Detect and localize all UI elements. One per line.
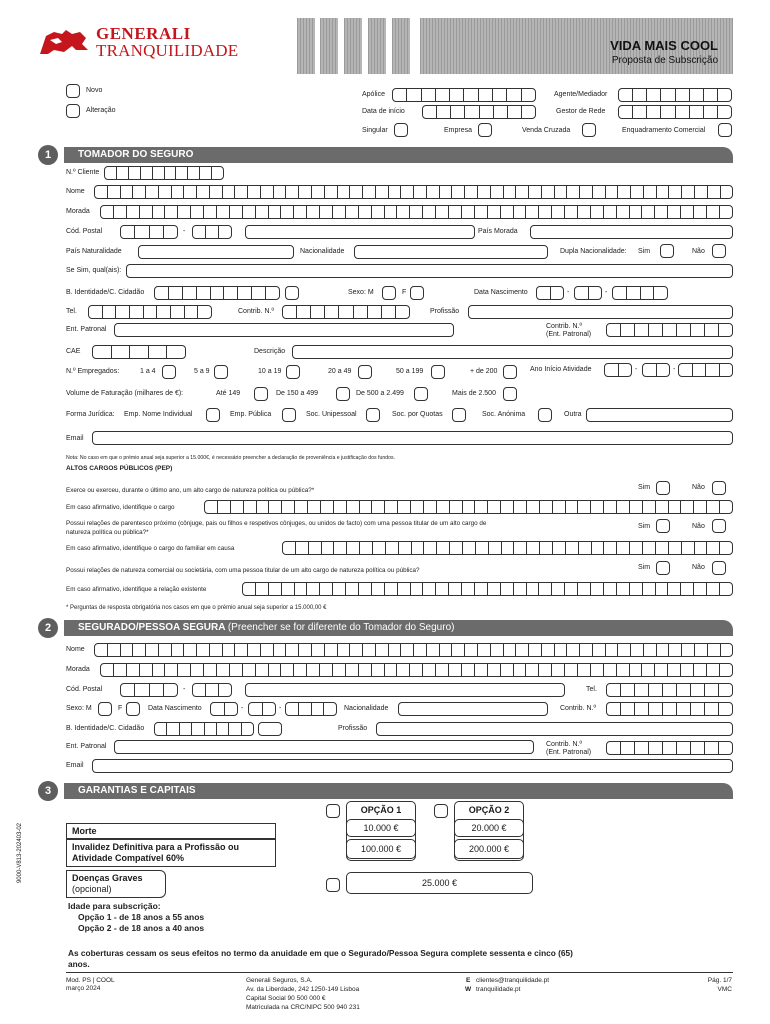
- footer-web[interactable]: tranquilidade.pt: [476, 986, 521, 993]
- apolice-label: Apólice: [362, 91, 385, 98]
- ano-inicio-year[interactable]: [678, 363, 733, 377]
- contrib-field[interactable]: [606, 702, 733, 716]
- empresa-checkbox[interactable]: [478, 123, 492, 137]
- coverage-invalidez: [66, 839, 276, 867]
- cod-postal-ext-field[interactable]: [192, 225, 232, 239]
- dupla-sim-label: Sim: [638, 248, 651, 255]
- pep-q3a-field[interactable]: [242, 582, 733, 596]
- dash: -: [635, 366, 638, 373]
- idade-title: Idade para subscrição:: [68, 901, 161, 911]
- footer-w-label: W: [465, 986, 472, 993]
- pep-q2-nao-checkbox[interactable]: [712, 519, 726, 533]
- footer-address: Av. da Liberdade, 242 1250-149 Lisboa: [246, 986, 360, 993]
- contrib-ent-field[interactable]: [606, 323, 733, 337]
- vol-opt-label: De 500 a 2.499: [356, 390, 404, 397]
- contrib-label: Contrib. N.º: [238, 308, 275, 315]
- ent-patronal-label: Ent. Patronal: [66, 326, 107, 333]
- pep-q2a-field[interactable]: [282, 541, 733, 555]
- vol-opt-label: Mais de 2.500: [452, 390, 496, 397]
- ent-patronal-field[interactable]: [114, 323, 454, 337]
- footer-page: Pág. 1/7: [707, 977, 732, 984]
- decor-stripe: [297, 18, 315, 74]
- novo-checkbox[interactable]: [66, 84, 80, 98]
- contrib-label: Contrib. N.º: [560, 705, 597, 712]
- emp-opt-label: 50 a 199: [396, 368, 424, 375]
- bi-field[interactable]: [154, 722, 254, 736]
- ano-inicio-label: Ano Início Atividade: [530, 366, 592, 373]
- data-nasc-year[interactable]: [285, 702, 337, 716]
- localidade-field[interactable]: [245, 683, 565, 697]
- morte-opcao2: 20.000 €: [454, 819, 524, 837]
- email-label: Email: [66, 435, 84, 442]
- data-nasc-label: Data Nascimento: [148, 705, 202, 712]
- n-empregados-label: N.º Empregados:: [66, 368, 120, 375]
- emp-opt-label: 20 a 49: [328, 368, 352, 375]
- pep-q3-nao-checkbox[interactable]: [712, 561, 726, 575]
- forma-opt-label: Soc. por Quotas: [392, 411, 443, 418]
- sexo-label: Sexo: M: [66, 705, 92, 712]
- volume-label: Volume de Faturação (milhares de €):: [66, 390, 184, 397]
- opcao1-label: OPÇÃO 1: [360, 805, 402, 815]
- vol-opt-checkbox[interactable]: [503, 387, 517, 401]
- pep-q1: Exerce ou exerceu, durante o último ano, um alto cargo de natureza política ou pública?*: [66, 487, 315, 494]
- opcao2-label: OPÇÃO 2: [468, 805, 510, 815]
- logo-line2: TRANQUILIDADE: [96, 41, 239, 60]
- form-code: 9000-V813-202403-02: [17, 822, 23, 884]
- pep-q1-nao-checkbox[interactable]: [712, 481, 726, 495]
- emp-opt-checkbox[interactable]: [214, 365, 228, 379]
- emp-opt-checkbox[interactable]: [286, 365, 300, 379]
- ent-patronal-field[interactable]: [114, 740, 534, 754]
- dupla-nao-checkbox[interactable]: [712, 244, 726, 258]
- profissao-label: Profissão: [430, 308, 460, 315]
- se-sim-label: Se Sim, qual(ais):: [66, 267, 122, 274]
- descricao-field[interactable]: [292, 345, 733, 359]
- section-title: GARANTIAS E CAPITAIS: [78, 785, 196, 796]
- agente-field[interactable]: [618, 88, 732, 102]
- sexo-f-checkbox[interactable]: [126, 702, 140, 716]
- cod-postal-label: Cód. Postal: [66, 228, 103, 235]
- dash: -: [241, 705, 244, 712]
- email-label: Email: [66, 762, 84, 769]
- data-nasc-day[interactable]: [210, 702, 238, 716]
- footer-e-label: E: [466, 977, 471, 984]
- dupla-label: Dupla Nacionalidade:: [560, 248, 627, 255]
- cae-label: CAE: [66, 348, 81, 355]
- pep-q1a: Em caso afirmativo, identifique o cargo: [66, 504, 175, 511]
- opcao2-checkbox[interactable]: [434, 804, 448, 818]
- decor-stripe: [320, 18, 338, 74]
- pep-q2-sim-checkbox[interactable]: [656, 519, 670, 533]
- section-title: TOMADOR DO SEGURO: [78, 149, 194, 160]
- vol-opt-checkbox[interactable]: [336, 387, 350, 401]
- pais-morada-label: País Morada: [478, 228, 518, 235]
- section-number: 2: [38, 618, 58, 638]
- enquadramento-label: Enquadramento Comercial: [622, 127, 706, 134]
- nacionalidade-field[interactable]: [354, 245, 548, 259]
- dupla-sim-checkbox[interactable]: [660, 244, 674, 258]
- contrib-ent-label: Contrib. N.º: [546, 323, 583, 330]
- pais-naturalidade-field[interactable]: [138, 245, 294, 259]
- contrib-field[interactable]: [282, 305, 410, 319]
- morada-field[interactable]: [100, 663, 733, 677]
- bi-check-digit[interactable]: [258, 722, 282, 736]
- coberturas-text: As coberturas cessam os seus efeitos no termo da anuidade em que o Segurado/Pessoa Segura complete sessenta e cinco (65): [68, 948, 573, 958]
- bi-label: B. Identidade/C. Cidadão: [66, 725, 145, 732]
- profissao-label: Profissão: [338, 725, 368, 732]
- coberturas-text-end: anos.: [68, 959, 90, 969]
- agente-label: Agente/Mediador: [554, 91, 608, 98]
- nota-text: Nota: No caso em que o prémio anual seja superior a 15.000€, é necessário preencher a declaração de proveniência e justificação dos fundos.: [66, 455, 396, 461]
- singular-checkbox[interactable]: [394, 123, 408, 137]
- dupla-nao-label: Não: [692, 248, 705, 255]
- doencas-label: Doenças Graves: [72, 873, 143, 883]
- vol-opt-label: Até 149: [216, 390, 241, 397]
- morada-label: Morada: [66, 666, 90, 673]
- decor-stripe: [344, 18, 362, 74]
- forma-opt-checkbox[interactable]: [452, 408, 466, 422]
- emp-opt-checkbox[interactable]: [358, 365, 372, 379]
- emp-opt-label: + de 200: [470, 368, 498, 375]
- pep-q2: Possui relações de parentesco próximo (cônjuge, pais ou filhos e respetivos cônjuges, ou unidos de facto) com uma pessoa titular de um alto cargo de: [66, 520, 487, 527]
- section-title: SEGURADO/PESSOA SEGURA: [78, 622, 226, 633]
- invalidez-opcao1: 100.000 €: [346, 839, 416, 859]
- section-number: 3: [38, 781, 58, 801]
- localidade-field[interactable]: [245, 225, 475, 239]
- email-field[interactable]: [92, 431, 733, 445]
- forma-opt-checkbox[interactable]: [366, 408, 380, 422]
- forma-opt-label: Soc. Unipessoal: [306, 411, 357, 418]
- footer-vmc: VMC: [717, 986, 732, 993]
- emp-opt-checkbox[interactable]: [431, 365, 445, 379]
- pep-q1-sim-label: Sim: [638, 484, 651, 491]
- bi-check-digit[interactable]: [285, 286, 299, 300]
- decor-stripe: [392, 18, 410, 74]
- pep-q2-sim-label: Sim: [638, 523, 651, 530]
- se-sim-field[interactable]: [126, 264, 733, 278]
- dash: -: [279, 705, 282, 712]
- pep-q2-nao-label: Não: [692, 523, 705, 530]
- doencas-value: 25.000 €: [346, 872, 533, 894]
- pep-q2a: Em caso afirmativo, identifique o cargo do familiar em causa: [66, 545, 235, 552]
- nome-field[interactable]: [94, 643, 733, 657]
- cod-postal-field[interactable]: [120, 683, 178, 697]
- tel-label: Tel.: [586, 686, 597, 693]
- decor-stripe: [368, 18, 386, 74]
- morte-label: Morte: [72, 826, 97, 836]
- pep-title: ALTOS CARGOS PÚBLICOS (PEP): [66, 465, 173, 472]
- invalidez-line2: Atividade Compatível 60%: [72, 853, 185, 863]
- tel-label: Tel.: [66, 308, 77, 315]
- dash: -: [673, 366, 676, 373]
- footer-company: Generali Seguros, S.A.: [246, 977, 313, 984]
- ano-inicio-day[interactable]: [604, 363, 632, 377]
- data-nasc-month[interactable]: [248, 702, 276, 716]
- footnote: * Perguntas de resposta obrigatória nos casos em que o prémio anual seja superior a 15.000,00 €: [66, 605, 327, 611]
- morada-label: Morada: [66, 208, 90, 215]
- enquadramento-checkbox[interactable]: [718, 123, 732, 137]
- alteracao-label: Alteração: [86, 107, 116, 114]
- forma-label: Forma Jurídica:: [66, 411, 115, 418]
- dash: -: [567, 289, 570, 296]
- dash: -: [183, 686, 186, 693]
- dash: -: [605, 289, 608, 296]
- gestor-label: Gestor de Rede: [556, 108, 606, 115]
- cod-postal-field[interactable]: [120, 225, 178, 239]
- nacionalidade-label: Nacionalidade: [344, 705, 389, 712]
- pep-q1a-field[interactable]: [204, 500, 733, 514]
- nome-label: Nome: [66, 188, 85, 195]
- cod-postal-label: Cód. Postal: [66, 686, 103, 693]
- idade-opcao2: Opção 2 - de 18 anos a 40 anos: [78, 923, 205, 933]
- cae-field[interactable]: [92, 345, 186, 359]
- sexo-f-checkbox[interactable]: [410, 286, 424, 300]
- contrib-ent-field[interactable]: [606, 741, 733, 755]
- dash: -: [183, 228, 186, 235]
- forma-opt-checkbox[interactable]: [538, 408, 552, 422]
- n-cliente-label: N.º Cliente: [66, 169, 100, 176]
- pep-q1-sim-checkbox[interactable]: [656, 481, 670, 495]
- invalidez-line1: Invalidez Definitiva para a Profissão ou: [72, 842, 240, 852]
- pais-morada-field[interactable]: [530, 225, 733, 239]
- sexo-f-label: F: [402, 289, 407, 296]
- footer-capital: Capital Social 90 500 000 €: [246, 995, 326, 1002]
- section-subtitle: (Preencher se for diferente do Tomador do Seguro): [227, 622, 455, 633]
- data-inicio-field[interactable]: [422, 105, 536, 119]
- forma-opt-label: Soc. Anónima: [482, 411, 526, 418]
- footer-email[interactable]: clientes@tranquilidade.pt: [476, 977, 550, 984]
- sexo-label: Sexo: M: [348, 289, 374, 296]
- alteracao-checkbox[interactable]: [66, 104, 80, 118]
- brand-logo: [36, 24, 239, 64]
- nome-field[interactable]: [94, 185, 733, 199]
- contrib-ent-label: Contrib. N.º: [546, 741, 583, 748]
- forma-opt-label: Emp. Nome Individual: [124, 411, 193, 418]
- data-nasc-year[interactable]: [612, 286, 668, 300]
- coverage-doencas: [66, 870, 166, 898]
- venda-cruzada-label: Venda Cruzada: [522, 127, 571, 134]
- forma-opt-label: Emp. Pública: [230, 411, 272, 418]
- bi-label: B. Identidade/C. Cidadão: [66, 289, 145, 296]
- profissao-field[interactable]: [376, 722, 733, 736]
- empresa-label: Empresa: [444, 127, 473, 134]
- bi-field[interactable]: [154, 286, 280, 300]
- nome-label: Nome: [66, 646, 85, 653]
- emp-opt-checkbox[interactable]: [503, 365, 517, 379]
- idade-opcao1: Opção 1 - de 18 anos a 55 anos: [78, 912, 205, 922]
- morada-field[interactable]: [100, 205, 733, 219]
- descricao-label: Descrição: [254, 348, 286, 355]
- data-inicio-label: Data de início: [362, 108, 405, 115]
- apolice-field[interactable]: [392, 88, 536, 102]
- novo-label: Novo: [86, 87, 103, 94]
- sexo-m-checkbox[interactable]: [382, 286, 396, 300]
- logo-line1: GENERALI: [96, 24, 191, 43]
- ano-inicio-month[interactable]: [642, 363, 670, 377]
- coverage-morte: [66, 823, 276, 839]
- section-header: [64, 147, 733, 163]
- emp-opt-label: 1 a 4: [140, 368, 156, 375]
- footer-matric: Matriculada na CRC/NIPC 500 940 231: [246, 1004, 360, 1011]
- tel-field[interactable]: [88, 305, 212, 319]
- footer-rule: [66, 972, 733, 973]
- morte-opcao1: 10.000 €: [346, 819, 416, 837]
- pep-q3-nao-label: Não: [692, 564, 705, 571]
- vol-opt-label: De 150 a 499: [276, 390, 319, 397]
- footer-mod: Mod. PS | COOL: [66, 977, 115, 984]
- gestor-field[interactable]: [618, 105, 732, 119]
- nacionalidade-label: Nacionalidade: [300, 248, 345, 255]
- product-title: VIDA MAIS COOL: [610, 38, 718, 53]
- contrib-ent-sub: (Ent. Patronal): [546, 749, 592, 756]
- cod-postal-ext-field[interactable]: [192, 683, 232, 697]
- forma-outra-field[interactable]: [586, 408, 733, 422]
- pep-q3-sim-label: Sim: [638, 564, 651, 571]
- contrib-ent-sub: (Ent. Patronal): [546, 331, 592, 338]
- n-cliente-field[interactable]: [104, 166, 224, 180]
- ent-patronal-label: Ent. Patronal: [66, 743, 107, 750]
- emp-opt-checkbox[interactable]: [162, 365, 176, 379]
- section-number: 1: [38, 145, 58, 165]
- emp-opt-label: 10 a 19: [258, 368, 282, 375]
- section-header: [64, 620, 733, 636]
- data-nasc-label: Data Nascimento: [474, 289, 528, 296]
- profissao-field[interactable]: [468, 305, 733, 319]
- vol-opt-checkbox[interactable]: [414, 387, 428, 401]
- product-subtitle: Proposta de Subscrição: [611, 55, 718, 66]
- invalidez-opcao2: 200.000 €: [454, 839, 524, 859]
- doencas-checkbox[interactable]: [326, 878, 340, 892]
- pep-q2b: natureza política ou pública?*: [66, 529, 149, 536]
- sexo-m-checkbox[interactable]: [98, 702, 112, 716]
- pep-q1-nao-label: Não: [692, 484, 705, 491]
- email-field[interactable]: [92, 759, 733, 773]
- pep-q3-sim-checkbox[interactable]: [656, 561, 670, 575]
- singular-label: Singular: [362, 127, 388, 134]
- section-header: [64, 783, 733, 799]
- sexo-f-label: F: [118, 705, 123, 712]
- data-nasc-day[interactable]: [536, 286, 564, 300]
- data-nasc-month[interactable]: [574, 286, 602, 300]
- opcional-label: (opcional): [72, 884, 112, 894]
- emp-opt-label: 5 a 9: [194, 368, 210, 375]
- pep-q3a: Em caso afirmativo, identifique a relação existente: [66, 586, 207, 593]
- forma-opt-label: Outra: [564, 411, 582, 418]
- tel-field[interactable]: [606, 683, 733, 697]
- vol-opt-checkbox[interactable]: [254, 387, 268, 401]
- pep-q3: Possui relações de natureza comercial ou societária, com uma pessoa titular de um alto cargo de natureza política ou pública?: [66, 567, 420, 574]
- nacionalidade-field[interactable]: [398, 702, 548, 716]
- pais-naturalidade-label: País Naturalidade: [66, 248, 122, 255]
- footer-date: março 2024: [66, 985, 101, 992]
- venda-cruzada-checkbox[interactable]: [582, 123, 596, 137]
- forma-opt-checkbox[interactable]: [206, 408, 220, 422]
- forma-opt-checkbox[interactable]: [282, 408, 296, 422]
- lion-icon: [36, 26, 92, 58]
- opcao1-checkbox[interactable]: [326, 804, 340, 818]
